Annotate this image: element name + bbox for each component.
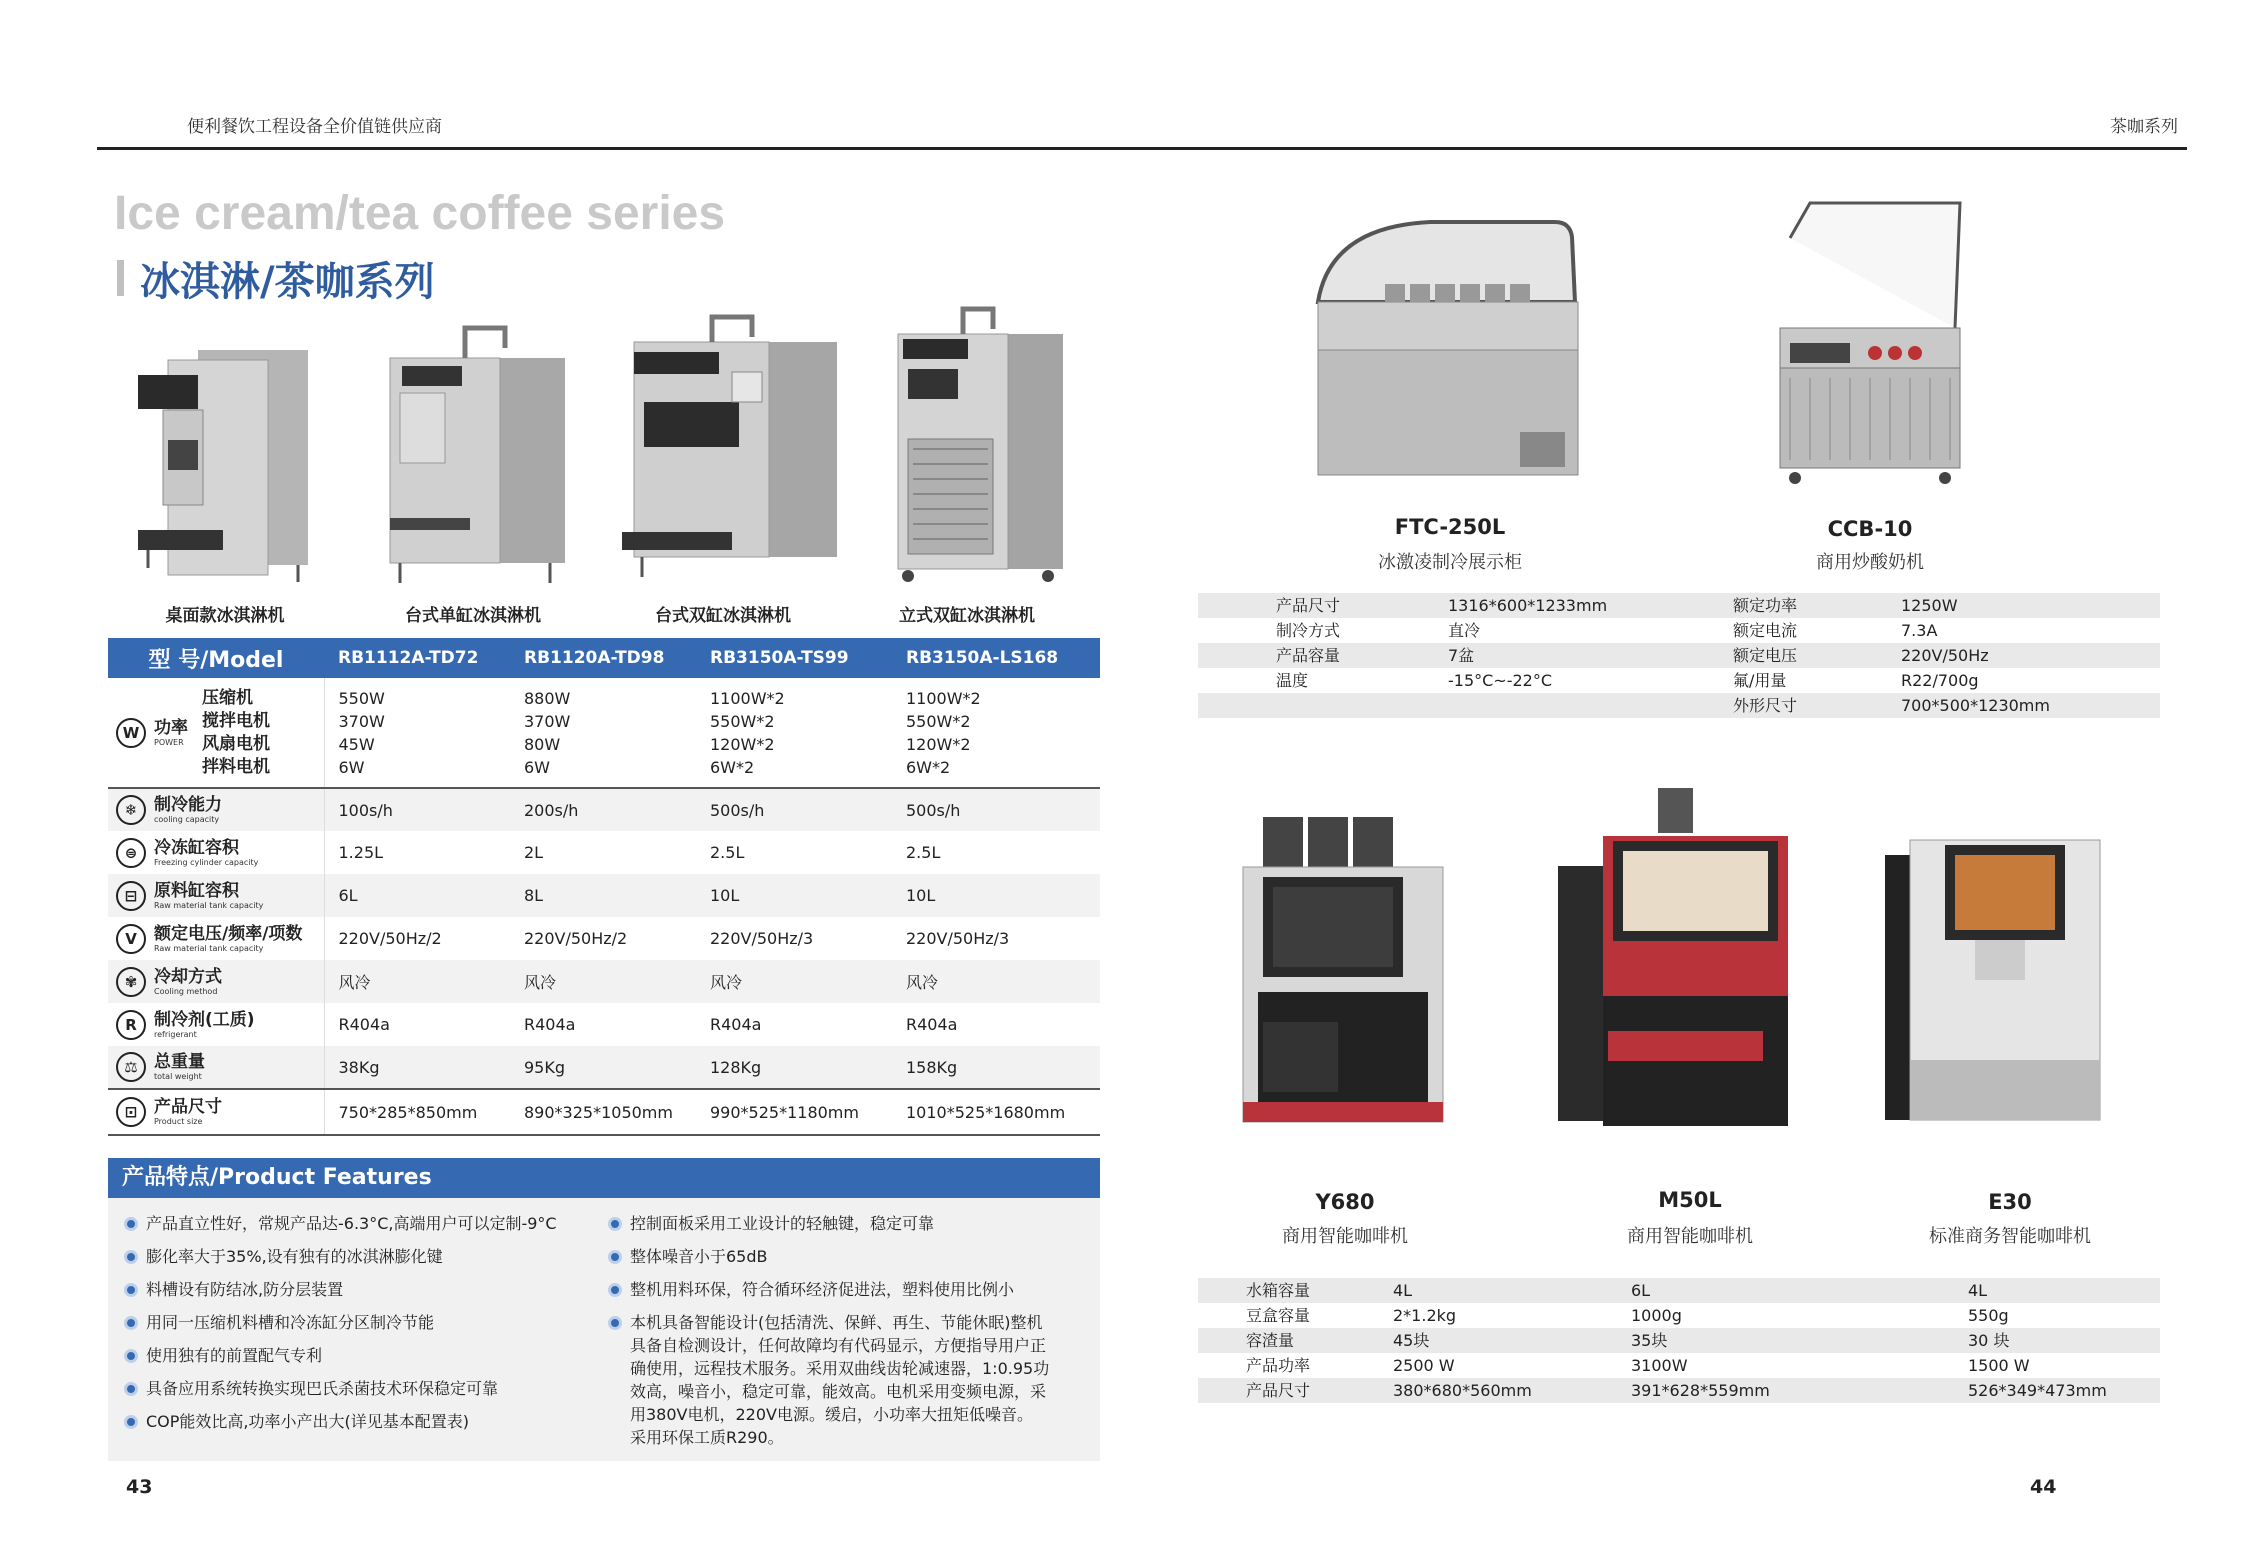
feature-text: 料槽设有防结冰,防分层装置: [146, 1280, 344, 1299]
features-heading: 产品特点/Product Features: [108, 1158, 1100, 1198]
spec-value: 2*1.2kg: [1393, 1306, 1457, 1325]
row-label-cell: [108, 788, 324, 831]
table-cell: 200s/h: [510, 788, 696, 831]
cylinder-icon: ⊜: [116, 838, 146, 868]
machine-caption-2: 台式单缸冰淇淋机: [405, 606, 541, 626]
spec-value: 4L: [1968, 1281, 1988, 1300]
table-cell: 6L: [324, 874, 510, 917]
spec-row: [1198, 1303, 2160, 1328]
header-divider: [97, 147, 2187, 150]
spec-row: [1198, 693, 2160, 718]
e30-coffee-machine-image: [1880, 810, 2110, 1135]
spec-value: 6L: [1631, 1281, 1651, 1300]
feature-item: [124, 1344, 322, 1367]
feature-text: 本机具备智能设计(包括清洗、保鲜、再生、节能休眠)整机: [630, 1313, 1043, 1332]
power-values-1: [324, 678, 510, 788]
bullet-icon: [124, 1415, 138, 1429]
table-cell: 8L: [510, 874, 696, 917]
power-value: 6W*2: [906, 757, 951, 777]
power-values-2: [510, 678, 696, 788]
sub-label-mixer: 搅拌电机: [202, 710, 270, 731]
table-cell: 500s/h: [892, 788, 1100, 831]
ccb-yogurt-machine-image: [1770, 198, 1970, 493]
spec-row: [1198, 643, 2160, 668]
table-cell: 128Kg: [696, 1046, 892, 1089]
ftc-display-cabinet-image: [1310, 212, 1580, 492]
bullet-icon: [608, 1217, 622, 1231]
row-label-en: Raw material tank capacity: [154, 943, 264, 953]
spec-value: 3100W: [1631, 1356, 1688, 1375]
spec-label: 氟/用量: [1733, 671, 1787, 690]
power-icon: W: [116, 718, 146, 748]
machine-caption-1: 桌面款冰淇淋机: [165, 606, 285, 626]
row-label: 冷冻缸容积: [154, 837, 239, 858]
table-cell: 750*285*850mm: [324, 1089, 510, 1135]
model-m50l: M50L: [1658, 1188, 1722, 1212]
feature-text: 效高，噪音小，稳定可靠，能效高。电机采用变频电源，采: [630, 1382, 1047, 1401]
table-row-voltage: [108, 917, 1100, 960]
row-label-en: Raw material tank capacity: [154, 900, 264, 910]
power-value: 550W*2: [906, 711, 971, 731]
spec-label: 水箱容量: [1246, 1281, 1311, 1300]
power-value: 120W*2: [710, 734, 775, 754]
power-label-cell: [108, 678, 324, 788]
bullet-icon: [124, 1382, 138, 1396]
desktop-ice-cream-machine-image: [128, 340, 328, 600]
table-cell: 风冷: [696, 960, 892, 1003]
power-label-en: POWER: [154, 737, 184, 747]
title-chinese: 冰淇淋/茶咖系列: [140, 259, 435, 305]
table-cell: 95Kg: [510, 1046, 696, 1089]
spec-row: [1198, 618, 2160, 643]
spec-row: [1198, 668, 2160, 693]
ice-cream-spec-table: [108, 638, 1100, 1136]
model-ccb: CCB-10: [1827, 517, 1913, 541]
feature-text: 整机用料环保，符合循环经济促进法，塑料使用比例小: [630, 1280, 1015, 1299]
power-value: 6W: [524, 757, 550, 777]
row-label-cell: [108, 874, 324, 917]
feature-text: 确使用，远程技术服务。采用双曲线齿轮减速器，1:0.95功: [630, 1359, 1050, 1378]
table-row-refrigerant: [108, 1003, 1100, 1046]
spec-row: [1198, 1353, 2160, 1378]
spec-row: [1198, 1328, 2160, 1353]
feature-text: 用380V电机，220V电源。缓启，小功率大扭矩低噪音。: [630, 1405, 1033, 1424]
model-col-1: RB1112A-TD72: [324, 638, 510, 678]
row-label: 制冷剂(工质): [154, 1009, 255, 1030]
spec-label: 产品功率: [1246, 1356, 1311, 1375]
vertical-twin-cylinder-ice-cream-machine-image: [888, 304, 1068, 589]
bullet-icon: [608, 1316, 622, 1330]
model-col-3: RB3150A-TS99: [696, 638, 892, 678]
m50l-coffee-machine-image: [1548, 786, 1798, 1141]
model-e30-name: 标准商务智能咖啡机: [1929, 1226, 2091, 1247]
row-label-en: Product size: [154, 1117, 203, 1126]
model-ccb-name: 商用炒酸奶机: [1816, 552, 1924, 573]
table-cell: 1010*525*1680mm: [892, 1089, 1100, 1135]
table-cell: 1.25L: [338, 843, 384, 862]
row-label-en: Cooling method: [154, 986, 218, 996]
table-cell: 500s/h: [696, 788, 892, 831]
spec-value: 1250W: [1901, 596, 1958, 615]
spec-value: R22/700g: [1901, 671, 1979, 690]
bullet-icon: [124, 1217, 138, 1231]
model-y680-name: 商用智能咖啡机: [1282, 1226, 1408, 1247]
table-row-weight: [108, 1046, 1100, 1089]
refrigerant-icon: R: [116, 1010, 146, 1040]
model-header: 型 号/Model: [108, 638, 324, 678]
spec-value: 550g: [1968, 1306, 2009, 1325]
spec-value: 45块: [1393, 1331, 1430, 1350]
spec-value: 1000g: [1631, 1306, 1682, 1325]
voltage-icon: V: [116, 924, 146, 954]
table-cell: 38Kg: [324, 1046, 510, 1089]
spec-value: 700*500*1230mm: [1901, 696, 2050, 715]
page-number-right: 44: [2030, 1476, 2057, 1498]
spec-label: 制冷方式: [1276, 621, 1341, 640]
table-cell: 220V/50Hz/3: [906, 929, 1010, 948]
table-cell: 220V/50Hz/2: [338, 929, 442, 948]
table-cell: 220V/50Hz/2: [524, 929, 628, 948]
spec-label: 额定电流: [1733, 621, 1798, 640]
row-label-cell: [108, 1089, 324, 1135]
spec-row: [1198, 1278, 2160, 1303]
table-cell: 10L: [696, 874, 892, 917]
feature-text: 使用独有的前置配气专利: [146, 1346, 323, 1365]
feature-text: 具备应用系统转换实现巴氏杀菌技术环保稳定可靠: [146, 1379, 499, 1398]
row-label-en: refrigerant: [154, 1029, 197, 1039]
bullet-icon: [124, 1283, 138, 1297]
table-cell: R404a: [524, 1015, 576, 1034]
power-value: 1100W*2: [710, 688, 785, 708]
feature-item: [608, 1245, 768, 1268]
spec-value: 1316*600*1233mm: [1448, 596, 1608, 615]
power-values-3: [696, 678, 892, 788]
table-cell: R404a: [710, 1015, 762, 1034]
row-label: 冷却方式: [154, 966, 222, 987]
spec-label: 豆盒容量: [1246, 1306, 1311, 1325]
tank-icon: ⊟: [116, 881, 146, 911]
spec-value: 30 块: [1968, 1331, 2010, 1350]
bullet-icon: [608, 1250, 622, 1264]
sub-label-blender: 拌料电机: [202, 756, 270, 777]
row-label-cell: [108, 1003, 324, 1046]
table-cell: R404a: [906, 1015, 958, 1034]
model-ftc-name: 冰激凌制冷展示柜: [1378, 552, 1522, 573]
power-value: 45W: [338, 734, 375, 754]
row-label-en: total weight: [154, 1072, 202, 1081]
model-col-2: RB1120A-TD98: [510, 638, 696, 678]
feature-item: [124, 1212, 557, 1235]
feature-item: [608, 1212, 934, 1235]
power-value: 370W: [338, 711, 385, 731]
row-label: 总重量: [154, 1052, 205, 1072]
spec-value: 1500 W: [1968, 1356, 2030, 1375]
feature-text: 具备自检测设计，任何故障均有代码显示，方便指导用户正: [630, 1336, 1047, 1355]
power-value: 120W*2: [906, 734, 971, 754]
row-label-cell: [108, 917, 324, 960]
table-cell: 风冷: [510, 960, 696, 1003]
spec-value: 直冷: [1448, 621, 1481, 640]
snowflake-icon: ❄: [116, 795, 146, 825]
row-label: 产品尺寸: [154, 1097, 222, 1117]
feature-item-long: [608, 1311, 1049, 1449]
bullet-icon: [124, 1316, 138, 1330]
spec-value: -15°C~-22°C: [1448, 671, 1553, 690]
table-row-raw-tank: [108, 874, 1100, 917]
spec-value: 35块: [1631, 1331, 1668, 1350]
table-cell: 2.5L: [710, 843, 745, 862]
feature-item: [608, 1278, 1014, 1301]
spec-label: 产品尺寸: [1276, 596, 1341, 615]
sub-label-compressor: 压缩机: [202, 687, 253, 708]
machine-caption-3: 台式双缸冰淇淋机: [655, 606, 791, 626]
table-row-size: [108, 1089, 1100, 1135]
spec-label: 温度: [1276, 671, 1309, 690]
power-value: 550W: [338, 688, 385, 708]
power-value: 880W: [524, 688, 571, 708]
header-left: 便利餐饮工程设备全价值链供应商: [187, 117, 442, 137]
power-value: 6W: [338, 757, 365, 777]
spec-label: 产品尺寸: [1246, 1381, 1311, 1400]
bullet-icon: [124, 1349, 138, 1363]
feature-text: 产品直立性好，常规产品达-6.3°C,高端用户可以定制-9°C: [146, 1214, 557, 1233]
spec-label: 产品容量: [1276, 646, 1341, 665]
power-value: 6W*2: [710, 757, 755, 777]
table-row-power: [108, 678, 1100, 788]
spec-value: 7.3A: [1901, 621, 1938, 640]
spec-label: 外形尺寸: [1733, 696, 1798, 715]
spec-row: [1198, 1378, 2160, 1403]
row-label-cell: [108, 831, 324, 874]
single-cylinder-ice-cream-machine-image: [370, 318, 570, 598]
spec-row: [1198, 593, 2160, 618]
row-label-cell: [108, 1046, 324, 1089]
spec-label: 额定电压: [1733, 646, 1798, 665]
table-cell: 220V/50Hz/3: [710, 929, 814, 948]
page-number-left: 43: [126, 1476, 153, 1498]
spec-value: 526*349*473mm: [1968, 1381, 2107, 1400]
model-col-4: RB3150A-LS168: [892, 638, 1100, 678]
title-english: Ice cream/tea coffee series: [114, 187, 726, 240]
spec-value: 4L: [1393, 1281, 1413, 1300]
power-value: 80W: [524, 734, 561, 754]
power-value: 1100W*2: [906, 688, 981, 708]
row-label: 制冷能力: [154, 795, 222, 815]
size-icon: ⊡: [116, 1097, 146, 1127]
row-label-en: Freezing cylinder capacity: [154, 857, 259, 867]
table-cell: 990*525*1180mm: [696, 1089, 892, 1135]
row-label: 额定电压/频率/项数: [154, 923, 303, 944]
row-label-en: cooling capacity: [154, 815, 220, 824]
feature-text: 控制面板采用工业设计的轻触键，稳定可靠: [630, 1214, 935, 1233]
feature-item: [124, 1377, 498, 1400]
table-header-row: [108, 638, 1100, 678]
table-cell: 100s/h: [324, 788, 510, 831]
spec-label: 容渣量: [1246, 1331, 1295, 1350]
feature-text: 膨化率大于35%,设有独有的冰淇淋膨化键: [146, 1247, 443, 1266]
row-label-cell: [108, 960, 324, 1003]
model-e30: E30: [1988, 1190, 2032, 1214]
table-cell: 890*325*1050mm: [510, 1089, 696, 1135]
feature-item: [124, 1245, 443, 1268]
table-cell: 2.5L: [906, 843, 941, 862]
feature-item: [124, 1410, 469, 1433]
feature-text: 采用环保工质R290。: [630, 1428, 784, 1447]
table-row-cooling-method: [108, 960, 1100, 1003]
bullet-icon: [608, 1283, 622, 1297]
title-accent-bar: [117, 260, 124, 296]
spec-value: 2500 W: [1393, 1356, 1455, 1375]
model-ftc: FTC-250L: [1394, 515, 1506, 539]
row-label: 原料缸容积: [154, 880, 239, 901]
table-cell: 风冷: [324, 960, 510, 1003]
spec-label: 额定功率: [1733, 596, 1798, 615]
header-right: 茶咖系列: [2110, 117, 2178, 137]
model-y680: Y680: [1315, 1190, 1375, 1214]
spec-value: 220V/50Hz: [1901, 646, 1989, 665]
spec-value: 380*680*560mm: [1393, 1381, 1532, 1400]
weight-icon: ⚖: [116, 1052, 146, 1082]
table-row-freeze-cylinder: [108, 831, 1100, 874]
sub-label-fan: 风扇电机: [202, 733, 270, 754]
spec-value: 7盆: [1448, 646, 1475, 665]
table-cell: R404a: [338, 1015, 390, 1034]
power-values-4: [892, 678, 1100, 788]
fan-icon: ✾: [116, 967, 146, 997]
feature-item: [124, 1278, 343, 1301]
twin-cylinder-counter-ice-cream-machine-image: [622, 312, 842, 592]
power-value: 370W: [524, 711, 571, 731]
feature-text: 用同一压缩机料槽和冷冻缸分区制冷节能: [146, 1313, 435, 1332]
table-cell: 10L: [892, 874, 1100, 917]
power-value: 550W*2: [710, 711, 775, 731]
bullet-icon: [124, 1250, 138, 1264]
table-cell: 2L: [524, 843, 544, 862]
feature-item: [124, 1311, 434, 1334]
machine-caption-4: 立式双缸冰淇淋机: [899, 606, 1035, 626]
table-row-cooling-capacity: [108, 788, 1100, 831]
table-cell: 158Kg: [892, 1046, 1100, 1089]
model-m50l-name: 商用智能咖啡机: [1627, 1226, 1753, 1247]
feature-text: 整体噪音小于65dB: [630, 1247, 768, 1266]
y680-coffee-machine-image: [1238, 812, 1448, 1137]
spec-value: 391*628*559mm: [1631, 1381, 1770, 1400]
power-label: 功率: [154, 717, 188, 738]
feature-text: COP能效比高,功率小产出大(详见基本配置表): [146, 1412, 469, 1431]
table-cell: 风冷: [892, 960, 1100, 1003]
